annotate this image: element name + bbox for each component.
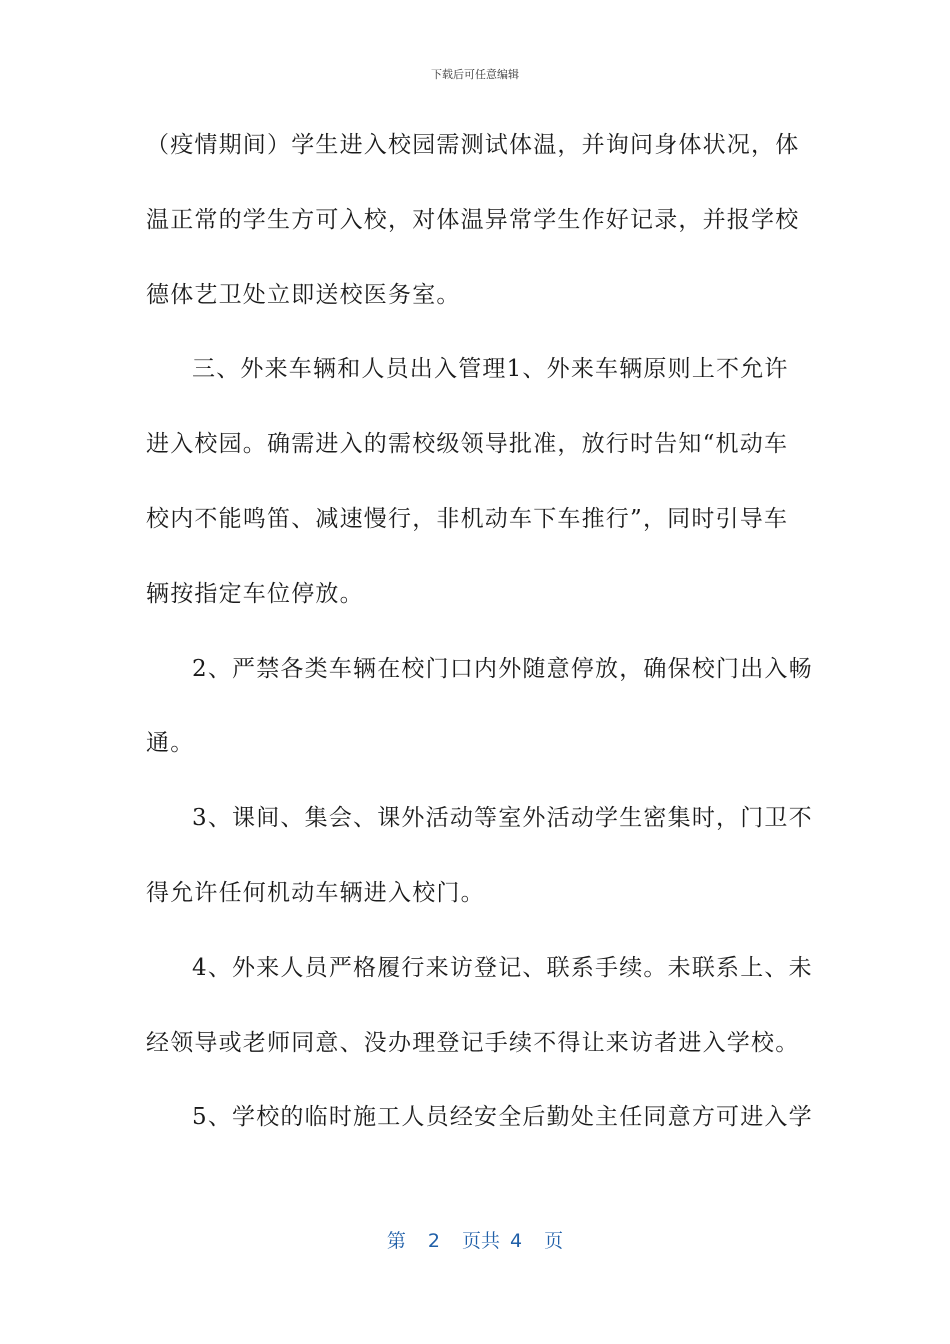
text-line: 进入校园。确需进入的需校级领导批准，放行时告知“机动车 xyxy=(146,431,789,458)
footer-ye: 页 xyxy=(544,1230,564,1252)
text-line: 辆按指定车位停放。 xyxy=(146,580,364,607)
footer-ye-gong: 页共 xyxy=(461,1230,500,1252)
paragraph-start-line: 3、课间、集会、课外活动等室外活动学生密集时，门卫不 xyxy=(192,805,813,832)
page-footer xyxy=(0,1226,950,1253)
document-body xyxy=(146,118,813,1165)
text-line: 温正常的学生方可入校，对体温异常学生作好记录，并报学校 xyxy=(146,206,800,233)
text-line: （疫情期间）学生进入校园需测试体温，并询问身体状况，体 xyxy=(146,132,800,158)
text-line: 德体艺卫处立即送校医务室。 xyxy=(146,281,461,308)
text-line: 经领导或老师同意、没办理登记手续不得让来访者进入学校。 xyxy=(146,1029,800,1056)
text-line: 得允许任何机动车辆进入校门。 xyxy=(146,879,485,906)
text-line: 校内不能鸣笛、减速慢行，非机动车下车推行”，同时引导车 xyxy=(146,505,789,532)
current-page-number: 2 xyxy=(427,1230,440,1252)
total-pages-number: 4 xyxy=(510,1230,523,1252)
paragraph-start-line: 5、学校的临时施工人员经安全后勤处主任同意方可进入学 xyxy=(192,1104,813,1131)
text-line: 通。 xyxy=(146,730,195,757)
paragraph-start-line: 三、外来车辆和人员出入管理1、外来车辆原则上不允许 xyxy=(192,356,789,383)
header-note: 下载后可任意编辑 xyxy=(431,68,519,81)
paragraph-start-line: 4、外来人员严格履行来访登记、联系手续。未联系上、未 xyxy=(192,954,813,981)
footer-di: 第 xyxy=(386,1230,406,1252)
paragraph-start-line: 2、严禁各类车辆在校门口内外随意停放，确保校门出入畅 xyxy=(192,655,813,682)
